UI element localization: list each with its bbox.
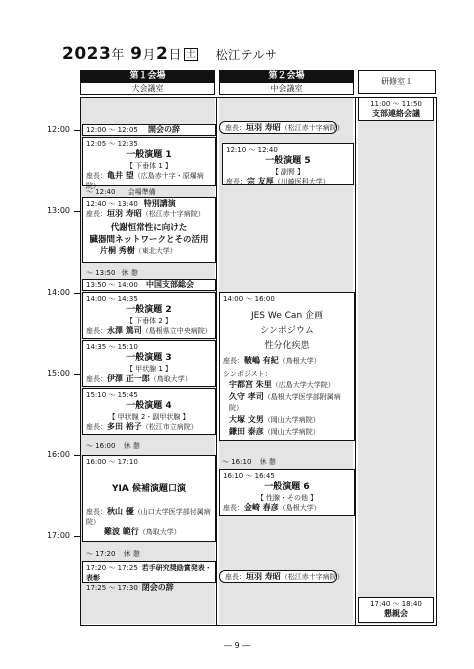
- chair-name: 多田 裕子: [107, 422, 142, 431]
- speaker-affiliation: （岡山大学病院）: [263, 416, 320, 424]
- speaker-affiliation: （島根大学医学部附属病院）: [229, 393, 341, 412]
- chair-affiliation: （松江赤十字病院）: [280, 124, 344, 132]
- break-time: ～ 13:50: [86, 269, 116, 277]
- award-closing-block: [82, 561, 216, 592]
- divider-2: [355, 97, 356, 625]
- break-label: 休 憩: [259, 458, 276, 466]
- chair-label: 座長：: [223, 357, 244, 365]
- block-subtitle: 【 下垂体 2 】: [125, 317, 173, 325]
- block-subtitle: 【 甲状腺 2・副甲状腺 】: [108, 413, 190, 421]
- room3-header: 研修室１: [358, 70, 436, 94]
- day: 2: [155, 44, 169, 64]
- speaker-affiliation: （東北大学）: [134, 247, 177, 255]
- chair-label: 座長：: [223, 504, 244, 512]
- block-title: 一般演題 3: [126, 353, 172, 363]
- time-1300: 13:00: [46, 206, 70, 215]
- chair-name: 鞁嶋 有紀: [244, 356, 279, 365]
- chair-name: 伊澤 正一郎: [107, 374, 150, 383]
- room3-column: [358, 98, 434, 624]
- chair-affiliation: （島根県立中央病院）: [141, 327, 212, 335]
- yia-block: [82, 455, 216, 542]
- chair-affiliation: （鳥取大学）: [138, 528, 181, 536]
- symposist-4: [229, 426, 351, 438]
- break-label: 休 憩: [123, 442, 140, 450]
- session2-block: [82, 292, 216, 339]
- tick-mark: [74, 536, 80, 537]
- tick-mark: [74, 130, 80, 131]
- chair-affiliation: （山口大学医学部付属病院）: [86, 508, 211, 526]
- break-1610: [222, 457, 352, 467]
- block-title: 一般演題 6: [264, 482, 310, 492]
- block-title: 支部連絡会議: [372, 109, 420, 118]
- symposist-1: [229, 379, 351, 391]
- liaison-meeting-block: [358, 97, 434, 121]
- symposist-2: [229, 391, 351, 414]
- chair-label: 座長：: [86, 210, 107, 218]
- session5-block: [222, 143, 354, 185]
- chair-affiliation: （鳥取大学）: [149, 375, 192, 383]
- block-time: 14:00 ～ 16:00: [223, 295, 275, 303]
- block-title: YIA 候補演題口演: [112, 484, 186, 494]
- chair-name: 垣羽 寿昭: [107, 209, 142, 218]
- block-title: 若手研究奨励賞発表・表彰: [86, 564, 212, 582]
- chair-label: 座長：: [86, 423, 107, 431]
- speaker-affiliation: （広島大学大学院）: [271, 381, 335, 389]
- lecture-topic: 臓器間ネットワークとその活用: [89, 235, 209, 245]
- chair-label: 座長：: [86, 375, 107, 383]
- break-label: 休 憩: [123, 550, 140, 558]
- room2-subheader: 中会議室: [219, 82, 354, 95]
- speaker-affiliation: （岡山大学病院）: [263, 428, 320, 436]
- break-label: 休 憩: [121, 269, 138, 277]
- break-time: ～ 12:40: [86, 188, 116, 196]
- chair-affiliation: （松江赤十字病院）: [280, 573, 344, 581]
- chair-label: 座長：: [225, 573, 246, 581]
- room1-subheader: 大会議室: [80, 82, 215, 95]
- block-time: 17:25 ～ 17:30: [86, 584, 138, 592]
- page-number: ― 9 ―: [223, 641, 251, 650]
- reception-block: [358, 597, 434, 623]
- chair-affiliation: （広島赤十字・原爆病院）: [86, 172, 204, 190]
- speaker-name: 久守 孝司: [229, 392, 264, 401]
- block-title: 一般演題 4: [126, 401, 172, 411]
- block-subtitle: 【 甲状腺 1 】: [125, 365, 173, 373]
- session4-block: [82, 388, 216, 435]
- time-1200: 12:00: [46, 125, 70, 134]
- chair-name: 垣羽 寿昭: [246, 123, 281, 132]
- block-time: 12:05 ～ 12:35: [86, 140, 138, 148]
- chair-label: 座長：: [86, 327, 107, 335]
- divider-1: [216, 97, 217, 625]
- break-1720: [86, 549, 214, 559]
- symposium-title: 性分化疾患: [264, 341, 310, 351]
- block-title: 特別講演: [143, 199, 176, 208]
- tick-mark: [74, 374, 80, 375]
- break-time: ～ 16:00: [86, 442, 116, 450]
- speaker-name: 大塚 文男: [229, 415, 264, 424]
- symposist-3: [229, 414, 351, 426]
- chair-name: 永澤 篤司: [107, 326, 142, 335]
- speaker-name: 宇都宮 朱里: [229, 380, 272, 389]
- block-subtitle: 【 下垂体 1 】: [125, 162, 173, 170]
- block-time: 15:10 ～ 15:45: [86, 391, 138, 399]
- chair-name: 宗 友厚: [247, 177, 274, 186]
- month: 9: [130, 44, 143, 64]
- room1-header: 第１会場: [80, 70, 215, 82]
- block-title: 中国支部総会: [146, 280, 195, 289]
- symposist-label: シンポジスト：: [223, 370, 272, 378]
- block-time: 12:00 ～ 12:05: [86, 126, 138, 134]
- session6-block: [219, 469, 355, 516]
- block-time: 14:00 ～ 14:35: [86, 295, 138, 303]
- room2-chair-bottom: [219, 570, 344, 583]
- break-1350: [86, 268, 214, 278]
- chair-label: 座長：: [226, 178, 247, 186]
- session3-block: [82, 340, 216, 387]
- block-time: 17:20 ～ 17:25: [86, 564, 138, 572]
- date-header: 2023年 9月2日 土 松江テルサ: [62, 44, 278, 64]
- time-1400: 14:00: [46, 288, 70, 297]
- venue: 松江テルサ: [215, 48, 278, 62]
- break-time: ～ 16:10: [222, 458, 252, 466]
- symposium-title: シンポジウム: [260, 326, 314, 336]
- room2-header: 第２会場: [219, 70, 354, 82]
- break-1600: [86, 441, 214, 451]
- chair-name: 亀井 望: [107, 171, 134, 180]
- chair-name: 垣羽 寿昭: [246, 572, 281, 581]
- session1-block: [82, 137, 216, 190]
- general-meeting-block: [82, 279, 216, 291]
- chair-name: 金崎 春彦: [244, 503, 279, 512]
- time-1600: 16:00: [46, 450, 70, 459]
- speaker-name: 片桐 秀樹: [100, 246, 135, 255]
- room2-chair-top: [219, 121, 344, 134]
- block-subtitle: 【 性腺・その他 】: [256, 494, 318, 502]
- block-title: 懇親会: [384, 609, 408, 618]
- block-time: 13:50 ～ 14:00: [86, 281, 138, 289]
- block-title: 閉会の辞: [141, 583, 174, 592]
- block-time: 16:00 ～ 17:10: [86, 458, 138, 466]
- break-1240: [86, 187, 214, 196]
- opening-block: [82, 124, 216, 136]
- lecture-block: [82, 197, 216, 263]
- block-title: 一般演題 5: [265, 156, 311, 166]
- block-time: 12:10 ～ 12:40: [226, 146, 278, 154]
- block-time: 11:00 ～ 11:50: [370, 100, 422, 108]
- chair-name: 秋山 優: [107, 507, 134, 516]
- speaker-name: 鎌田 泰彦: [229, 427, 264, 436]
- tick-mark: [74, 455, 80, 456]
- break-time: ～ 17:20: [86, 550, 116, 558]
- block-time: 17:40 ～ 18:40: [370, 600, 422, 608]
- block-time: 16:10 ～ 16:45: [223, 472, 275, 480]
- time-1500: 15:00: [46, 369, 70, 378]
- block-title: 一般演題 1: [126, 150, 172, 160]
- chair-label: 座長：: [225, 124, 246, 132]
- lecture-topic: 代謝恒常性に向けた: [110, 223, 188, 233]
- block-title: 一般演題 2: [126, 305, 172, 315]
- chair-label: 座長：: [86, 172, 107, 180]
- chair-affiliation: （川崎医科大学）: [273, 178, 330, 186]
- break-label: 会場準備: [127, 188, 156, 196]
- chair-name: 難波 範行: [104, 527, 139, 536]
- tick-mark: [74, 293, 80, 294]
- symposium-title: JES We Can 企画: [250, 311, 324, 321]
- block-time: 14:35 ～ 15:10: [86, 343, 138, 351]
- block-subtitle: 【 副腎 】: [271, 168, 305, 176]
- chair-affiliation: （松江市立病院）: [141, 423, 198, 431]
- symposium-block: [219, 292, 355, 441]
- year: 2023: [62, 44, 112, 64]
- block-time: 12:40 ～ 13:40: [86, 200, 138, 208]
- chair-affiliation: （鳥根大学）: [278, 357, 321, 365]
- time-1700: 17:00: [46, 531, 70, 540]
- chair-affiliation: （島根大学）: [278, 504, 321, 512]
- weekday-badge: 土: [185, 49, 197, 60]
- block-title: 開会の辞: [148, 125, 181, 134]
- chair-affiliation: （松江赤十字病院）: [141, 210, 205, 218]
- tick-mark: [74, 211, 80, 212]
- chair-label: 座長：: [86, 508, 107, 516]
